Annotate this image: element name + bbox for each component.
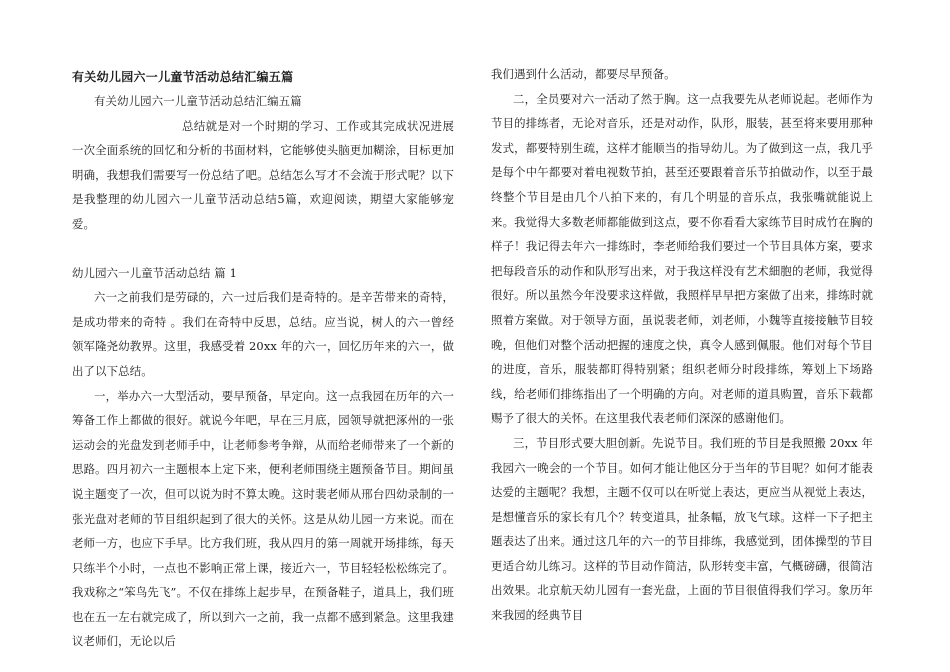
document-title: 有关幼儿园六一儿童节活动总结汇编五篇 — [72, 70, 294, 84]
section-heading: 幼儿园六一儿童节活动总结 篇 1 — [72, 265, 237, 280]
paragraph-2: 一，举办六一大型活动，要早预备，早定向。这一点我园在历年的六一筹备工作上都做的很好。就说今年吧，早在三月底，园领导就把涿州的一张运动会的光盘发到老师手中，让老师参考争辩，从而给老师带来了一个新的思路。四月初六一主题根本上定下来，便利老师围绕主题预备节目。期间虽说主题变了一次，但可以说为时不算太晚。这时裴老师从邢台四幼录制的一张光盘对老师的节目组织起到了很大的关怀。这是从幼儿园一方来说。而在老师一方，也应下手早。比方我们班，我从四月的第一周就开场排练，每天只练半个小时，一点也不影响正常上课，接近六一，节目轻轻松松练完了。我戏称之“笨鸟先飞”。不仅在排练上起步早，在预备鞋子，道具上，我们班也在五一左右就完成了，所以到六一之前，我一点都不感到紧急。这里我建议老师们，无论以后 — [72, 388, 454, 649]
paragraph-1: 六一之前我们是劳碌的，六一过后我们是奇特的。是辛苦带来的奇特，是成功带来的奇特 。我们在奇特中反思，总结。应当说，树人的六一曾经领军隆尧幼教界。这里，我感受着 20xx 年的六一，回忆历年来的六一，做出了以下总结。 — [72, 290, 454, 378]
paragraph-2-continued: 我们遇到什么活动，都要尽早预备。 — [491, 67, 676, 81]
right-column — [491, 62, 873, 628]
left-column — [72, 65, 454, 654]
document-subtitle: 有关幼儿园六一儿童节活动总结汇编五篇 — [94, 94, 302, 108]
paragraph-4: 三，节目形式要大胆创新。先说节目。我们班的节目是我照搬 20xx 年我园六一晚会的一个节目。如何才能让他区分于当年的节目呢？如何才能表达爱的主题呢？我想，主题不仅可以在听觉上表达，更应当从视觉上表达，是想懂音乐的家长有几个？转变道具，扯条幅，放飞气球。这样一下子把主题表达了出来。通过这几年的六一的节目排练，我感觉到，团体操型的节目更适合幼儿练习。这样的节目动作简洁，队形转变丰富，气概磅礴，很简洁出效果。北京航天幼儿园有一套光盘，上面的节目很值得我们学习。象历年来我园的经典节目 — [491, 435, 873, 623]
intro-paragraph: 总结就是对一个时期的学习、工作或其完成状况进展一次全面系统的回忆和分析的书面材料，它能够使头脑更加糊涂，目标更加明确，我想我们需要写一份总结了吧。总结怎么写才不会流于形式呢？以下是我整理的幼儿园六一儿童节活动总结5篇，欢迎阅读，期望大家能够宠爱。 — [72, 118, 454, 231]
paragraph-3: 二，全员要对六一活动了然于胸。这一点我要先从老师说起。老师作为节目的排练者，无论对音乐，还是对动作，队形，服装，甚至将来要用那种发式，都要特别生疏，这样才能顺当的指导幼儿。为了做到这一点，我几乎是每个中午都要对着电视数节拍，甚至还要跟着音乐节拍做动作，以至于最终整个节目是由几个八拍下来的，有几个明显的音乐点，我张嘴就能说上来。我觉得大多数老师都能做到这点，要不你看看大家练节目时成竹在胸的样子！我记得去年六一排练时，李老师给我们要过一个节目具体方案，要求把每段音乐的动作和队形写出来，对于我这样没有艺术細胞的老师，我觉得很好。所以虽然今年没要求这样做，我照样早早把方案做了出来，排练时就照着方案做。对于领导方面，虽说裴老师，刘老师，小魏等直接接触节目较晚，但他们对整个活动把握的速度之快，真令人感到佩服。他们对每个节目的进度，音乐，服装都盯得特别紧；组织老师分时段排练，筹划上下场路线，给老师们排练指出了一个明确的方向。对老师的道具购置，音乐下载都赐予了很大的关怀。在这里我代表老师们深深的感谢他们。 — [491, 91, 873, 426]
